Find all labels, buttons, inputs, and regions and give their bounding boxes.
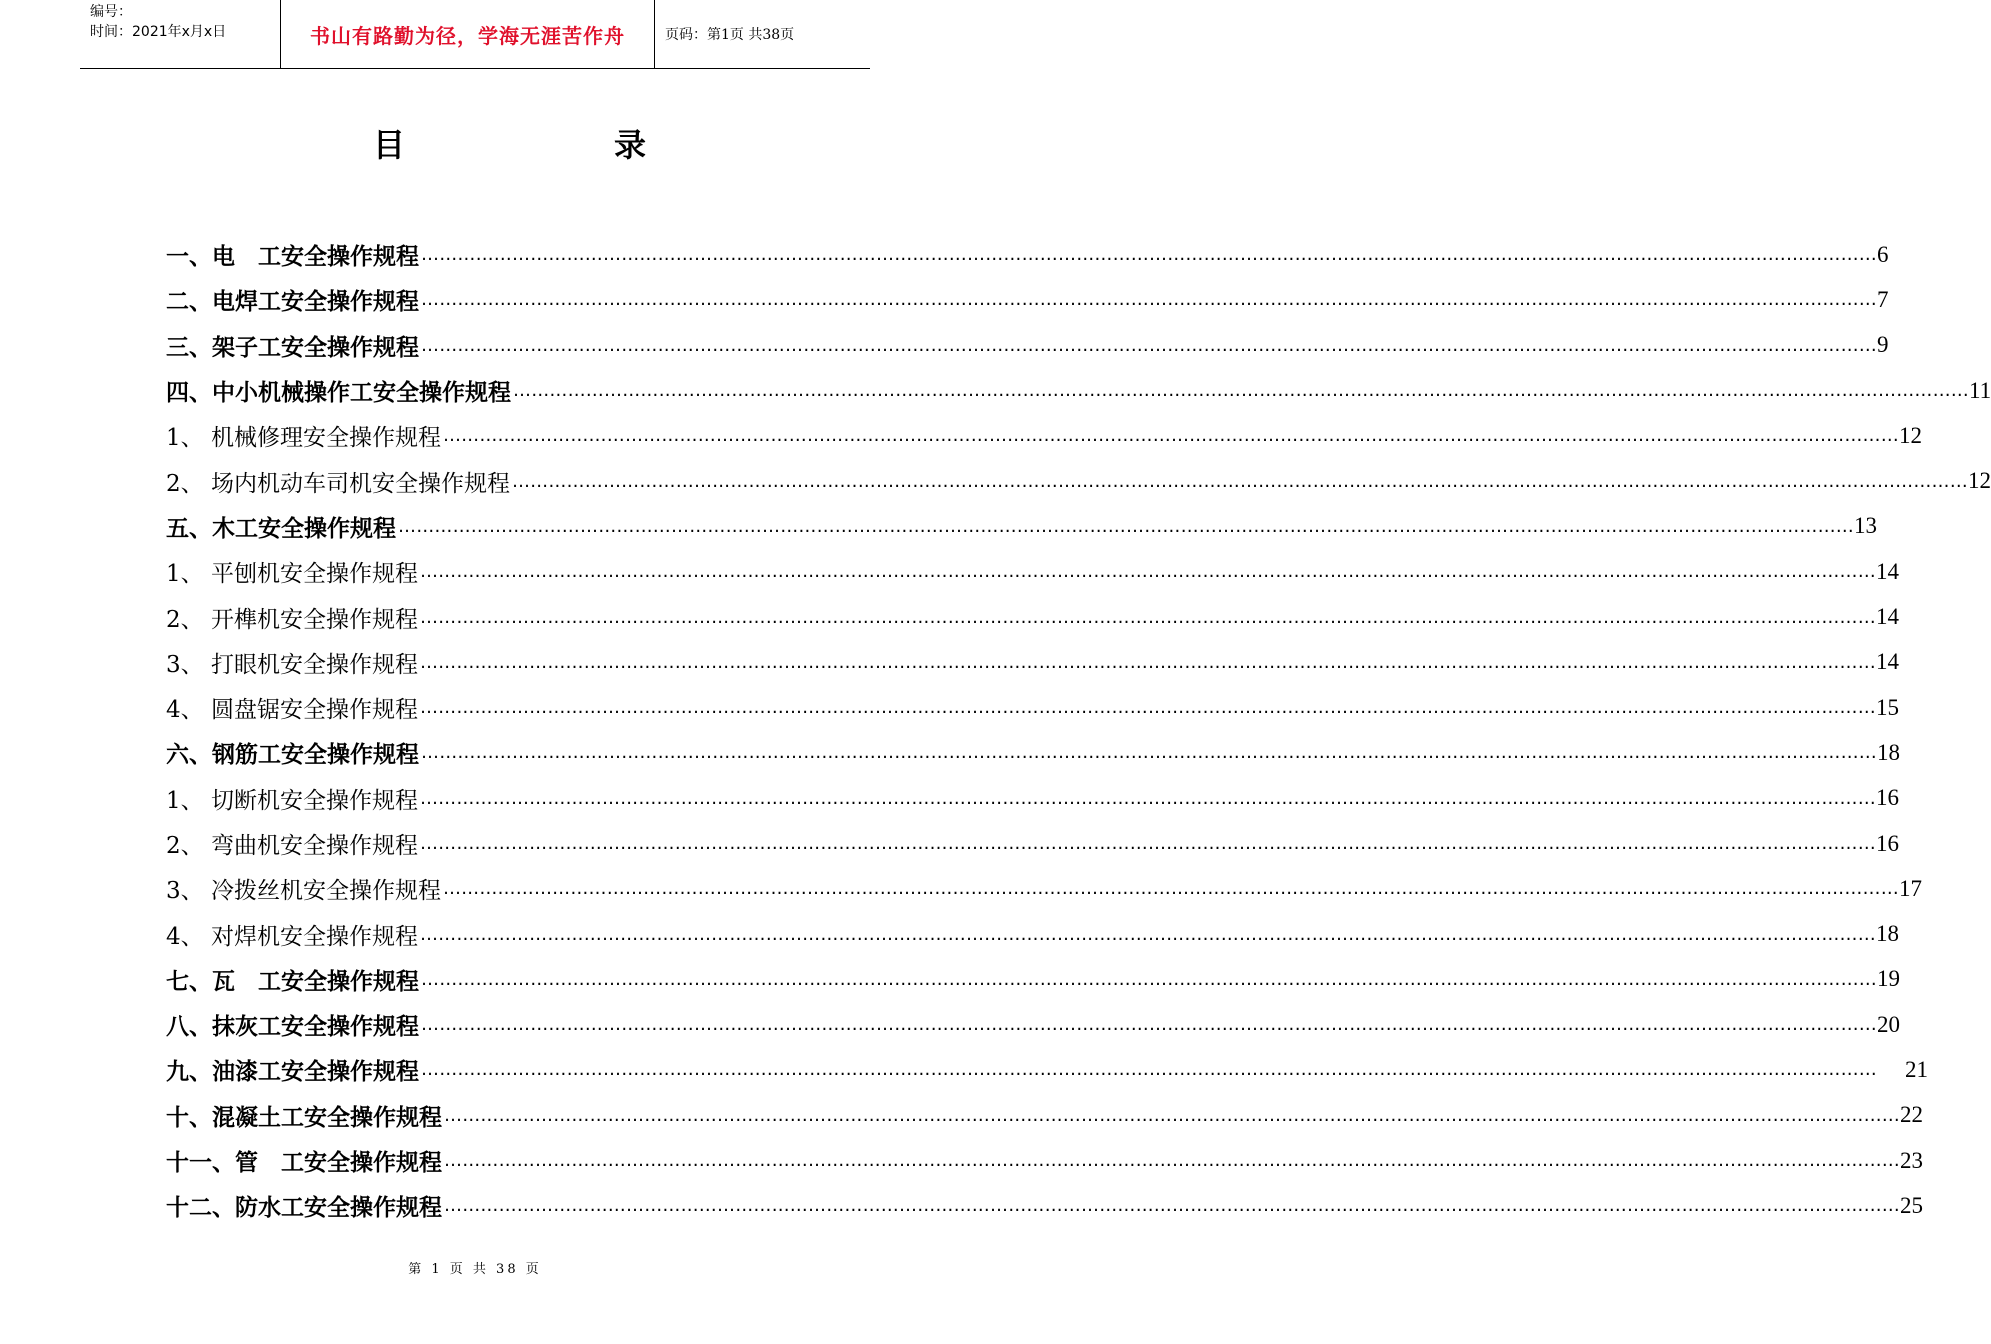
toc-entry[interactable]	[166, 232, 1889, 277]
toc-entry[interactable]	[166, 594, 1899, 639]
toc-page-number: 21	[1905, 1056, 1928, 1082]
toc-entry[interactable]	[166, 1138, 1923, 1183]
toc-leader-dots: ……………………………………………………………………………………………………………………………………………………………………………………………………………………	[398, 515, 1854, 537]
toc-page-number: 16	[1875, 785, 1899, 811]
toc-leader-dots: ……………………………………………………………………………………………………………………………………………………………………………………………………………………	[421, 968, 1877, 990]
toc-leader-dots: ……………………………………………………………………………………………………………………………………………………………………………………………………………………	[513, 380, 1969, 402]
toc-entry[interactable]	[166, 368, 1991, 413]
toc-page-number: 12	[1898, 422, 1922, 448]
toc-entry[interactable]	[166, 685, 1899, 730]
toc-entry-title: 六、钢筋工安全操作规程	[166, 742, 419, 769]
toc-leader-dots: ……………………………………………………………………………………………………………………………………………………………………………………………………………………	[421, 1059, 1877, 1081]
toc-entry-title: 1、 平刨机安全操作规程	[166, 561, 418, 588]
page-header	[80, 0, 870, 69]
toc-leader-dots: ……………………………………………………………………………………………………………………………………………………………………………………………………………………	[421, 742, 1877, 764]
toc-entry-title: 八、抹灰工安全操作规程	[166, 1014, 419, 1041]
number-label: 编号：	[90, 4, 132, 20]
toc-page-number: 17	[1898, 875, 1922, 901]
toc-entry-title: 3、 冷拨丝机安全操作规程	[166, 878, 441, 905]
toc-entry[interactable]	[166, 911, 1899, 956]
toc-entry-title: 1、 切断机安全操作规程	[166, 787, 418, 814]
header-page-info: 页码：第1页 共38页	[665, 27, 795, 43]
toc-leader-dots: ……………………………………………………………………………………………………………………………………………………………………………………………………………………	[511, 470, 1968, 492]
toc-entry[interactable]	[166, 776, 1899, 821]
toc-entry[interactable]	[166, 1047, 1928, 1092]
toc-page-number: 14	[1875, 649, 1899, 675]
title-right-char: 录	[614, 126, 647, 164]
toc-entry-title: 2、 场内机动车司机安全操作规程	[166, 470, 510, 497]
toc-page-number: 18	[1875, 921, 1899, 947]
toc-entry-title: 1、 机械修理安全操作规程	[166, 425, 441, 452]
header-motto: 书山有路勤为径，学海无涯苦作舟	[281, 0, 655, 68]
toc-entry[interactable]	[166, 866, 1922, 911]
toc-entry[interactable]	[166, 413, 1922, 458]
toc-page-number: 25	[1900, 1192, 1923, 1218]
toc-entry[interactable]	[166, 504, 1877, 549]
toc-entry[interactable]	[166, 1002, 1900, 1047]
toc-leader-dots: ……………………………………………………………………………………………………………………………………………………………………………………………………………………	[421, 334, 1877, 356]
toc-entry-title: 十一、管 工安全操作规程	[166, 1150, 442, 1177]
toc-page-number: 16	[1875, 830, 1899, 856]
toc-page-number: 19	[1877, 966, 1900, 992]
toc-page-number: 18	[1877, 739, 1900, 765]
toc-entry-title: 九、油漆工安全操作规程	[166, 1059, 419, 1086]
toc-entry-title: 十二、防水工安全操作规程	[166, 1195, 442, 1222]
toc-page-number: 9	[1877, 332, 1889, 358]
toc-page-number: 13	[1854, 513, 1877, 539]
toc-entry[interactable]	[166, 277, 1889, 322]
toc-leader-dots: ……………………………………………………………………………………………………………………………………………………………………………………………………………………	[419, 833, 1876, 854]
toc-entry-title: 二、电焊工安全操作规程	[166, 289, 419, 316]
toc-leader-dots: ……………………………………………………………………………………………………………………………………………………………………………………………………………………	[444, 1104, 1900, 1126]
toc-entry-title: 五、木工安全操作规程	[166, 515, 396, 542]
toc-page-number: 12	[1967, 468, 1991, 494]
toc-entry-title: 2、 弯曲机安全操作规程	[166, 833, 418, 859]
toc-page-number: 23	[1900, 1147, 1923, 1173]
toc-entry-title: 2、 开榫机安全操作规程	[166, 606, 418, 633]
toc-leader-dots: ……………………………………………………………………………………………………………………………………………………………………………………………………………………	[421, 244, 1877, 266]
toc-entry[interactable]	[166, 323, 1889, 368]
toc-entry-title: 十、混凝土工安全操作规程	[166, 1104, 442, 1131]
time-label: 时间：2021年x月x日	[90, 24, 227, 40]
toc-entry[interactable]	[166, 458, 1991, 503]
toc-page-number: 15	[1875, 694, 1899, 720]
toc-page-number: 11	[1969, 377, 1991, 403]
toc-entry[interactable]	[166, 640, 1899, 685]
toc-entry-title: 七、瓦 工安全操作规程	[166, 968, 419, 995]
toc-entry[interactable]	[166, 1093, 1923, 1138]
toc-entry[interactable]	[166, 1183, 1923, 1228]
toc-page-number: 6	[1877, 241, 1889, 267]
toc-page-number: 22	[1900, 1102, 1923, 1128]
toc-page-number: 14	[1875, 558, 1899, 584]
toc-leader-dots: ……………………………………………………………………………………………………………………………………………………………………………………………………………………	[442, 878, 1899, 900]
toc-entry[interactable]	[166, 549, 1899, 594]
toc-leader-dots: ……………………………………………………………………………………………………………………………………………………………………………………………………………………	[419, 697, 1876, 719]
title-left-char: 目	[373, 126, 406, 164]
toc-entry-title: 三、架子工安全操作规程	[166, 334, 419, 361]
toc-entry[interactable]	[166, 730, 1900, 775]
toc-entry[interactable]	[166, 821, 1899, 866]
toc-leader-dots: ……………………………………………………………………………………………………………………………………………………………………………………………………………………	[419, 561, 1876, 583]
toc-entry-title: 4、 对焊机安全操作规程	[166, 923, 418, 950]
toc-leader-dots: ……………………………………………………………………………………………………………………………………………………………………………………………………………………	[421, 1014, 1877, 1036]
toc-leader-dots: ……………………………………………………………………………………………………………………………………………………………………………………………………………………	[442, 425, 1899, 447]
header-meta	[80, 0, 281, 68]
toc-leader-dots: ……………………………………………………………………………………………………………………………………………………………………………………………………………………	[444, 1150, 1900, 1172]
toc-page-number: 14	[1875, 604, 1899, 630]
table-of-contents	[166, 232, 1991, 1229]
toc-entry-title: 一、电 工安全操作规程	[166, 244, 419, 271]
page-title	[0, 120, 950, 170]
toc-page-number: 20	[1877, 1011, 1900, 1037]
toc-leader-dots: ……………………………………………………………………………………………………………………………………………………………………………………………………………………	[444, 1195, 1900, 1217]
page-footer: 第 1 页 共 38 页	[408, 1262, 542, 1277]
toc-entry-title: 4、 圆盘锯安全操作规程	[166, 697, 418, 724]
toc-leader-dots: ……………………………………………………………………………………………………………………………………………………………………………………………………………………	[419, 787, 1876, 809]
toc-leader-dots: ……………………………………………………………………………………………………………………………………………………………………………………………………………………	[421, 289, 1877, 311]
toc-leader-dots: ……………………………………………………………………………………………………………………………………………………………………………………………………………………	[419, 923, 1876, 945]
toc-leader-dots: ……………………………………………………………………………………………………………………………………………………………………………………………………………………	[419, 606, 1876, 628]
toc-page-number: 7	[1877, 286, 1889, 312]
toc-entry-title: 3、 打眼机安全操作规程	[166, 651, 418, 678]
toc-entry-title: 四、中小机械操作工安全操作规程	[166, 380, 511, 407]
toc-leader-dots: ……………………………………………………………………………………………………………………………………………………………………………………………………………………	[419, 651, 1876, 673]
toc-entry[interactable]	[166, 957, 1900, 1002]
